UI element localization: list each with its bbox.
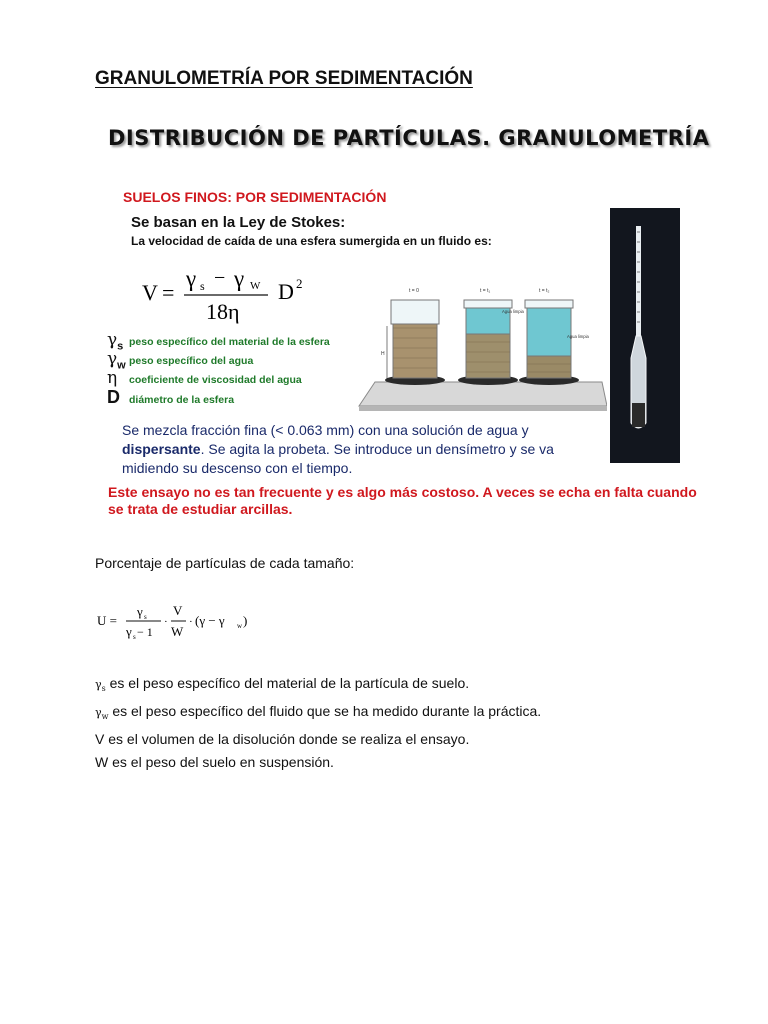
- legend-symbol: D: [107, 387, 120, 407]
- formula-v-sub-w: W: [250, 280, 261, 292]
- legend-symbol: η: [107, 368, 118, 388]
- legend-text: coeficiente de viscosidad del agua: [129, 374, 302, 386]
- formula-v-sub-s: s: [200, 279, 205, 293]
- legend-symbol: $\gamma_s$: [107, 330, 124, 353]
- stokes-formula: [140, 262, 320, 324]
- formula-u-paren-sub: w: [237, 622, 243, 630]
- definitions-list: [95, 672, 541, 774]
- legend-text: peso específico del material de la esfera: [129, 336, 330, 348]
- formula-u-paren: (γ − γ: [195, 613, 225, 628]
- definition-gamma-w: $\gamma_w$ es el peso específico del fluido que se ha medido durante la práctica.: [95, 703, 542, 722]
- slide-title: DISTRIBUCIÓN DE PARTÍCULAS. GRANULOMETRÍA: [108, 126, 710, 150]
- formula-v-exponent: 2: [296, 276, 303, 291]
- formula-v-d: D: [278, 279, 294, 304]
- hydrometer-stem: [636, 226, 641, 336]
- legend-row-gamma-w: [107, 349, 357, 372]
- formula-v-minus: −: [214, 267, 226, 289]
- beaker-t0: [385, 300, 445, 385]
- beaker-label-t0: t = 0: [409, 288, 419, 294]
- formula-u-dot-2: ·: [189, 616, 193, 628]
- beaker-t2: [519, 300, 579, 385]
- formula-u-f1-num: γ: [137, 604, 143, 619]
- formula-u-dot-1: ·: [164, 616, 168, 628]
- clear-water-label-1: Agua limpia: [502, 309, 524, 314]
- document-title: GRANULOMETRÍA POR SEDIMENTACIÓN: [95, 68, 473, 89]
- hydrometer-weight: [632, 403, 645, 427]
- formula-u-lhs: U =: [97, 613, 117, 628]
- definition-w: W es el peso del suelo en suspensión.: [95, 754, 334, 771]
- symbol-legend: [107, 330, 357, 406]
- formula-u-f2-den: W: [171, 624, 184, 639]
- platform-edge: [359, 406, 607, 411]
- warning-text: Este ensayo no es tan frecuente y es algo más costoso. A veces se echa en falta cuando se trata de estudiar arcillas.: [108, 484, 697, 517]
- clear-water-label-2: Agua limpia: [567, 334, 589, 339]
- formula-v-gamma-w: γ: [234, 266, 245, 291]
- legend-row-eta: [107, 368, 357, 387]
- formula-u-f1-den-tail: − 1: [137, 625, 153, 639]
- hydrometer-photo: [610, 208, 680, 463]
- platform: [359, 382, 607, 406]
- legend-text: peso específico del agua: [129, 355, 254, 367]
- height-label: H: [381, 351, 385, 357]
- formula-u-f2-num: V: [173, 603, 183, 618]
- beaker-label-t1: t = t₁: [480, 288, 491, 294]
- formula-v-lhs: V: [142, 280, 158, 305]
- percentage-formula: [97, 600, 257, 642]
- formula-v-eq: =: [162, 280, 175, 305]
- formula-u-f1-num-sub: s: [144, 613, 147, 621]
- hydrometer-icon: [610, 208, 680, 463]
- legend-symbol: $\gamma_w$: [107, 349, 126, 372]
- beaker-label-t2: t = t₂: [539, 288, 550, 294]
- legend-row-d: [107, 387, 357, 406]
- stokes-description: La velocidad de caída de una esfera sumergida en un fluido es:: [131, 234, 492, 248]
- definition-gamma-s: $\gamma_s$ es el peso específico del material de la partícula de suelo.: [95, 675, 470, 694]
- formula-u-f1-den-sub: s: [133, 633, 136, 641]
- slide-subtitle: SUELOS FINOS: POR SEDIMENTACIÓN: [123, 189, 387, 205]
- legend-text: diámetro de la esfera: [129, 394, 235, 406]
- formula-v-denominator: 18η: [206, 299, 240, 324]
- percentage-label: Porcentaje de partículas de cada tamaño:: [95, 555, 355, 571]
- formula-v-gamma-s: γ: [186, 266, 197, 291]
- sedimentation-beakers-illustration: [357, 282, 607, 418]
- procedure-text: Se mezcla fracción fina (< 0.063 mm) con una solución de agua y dispersante. Se agita la probeta. Se introduce un densímetro y se va midiendo su descenso con el tiempo.: [122, 422, 554, 476]
- stokes-lead: Se basan en la Ley de Stokes:: [131, 214, 346, 231]
- definition-v: V es el volumen de la disolución donde se realiza el ensayo.: [95, 731, 470, 748]
- formula-u-f1-den: γ: [126, 624, 132, 639]
- legend-row-gamma-s: [107, 330, 357, 353]
- formula-u-paren-close: ): [243, 613, 248, 628]
